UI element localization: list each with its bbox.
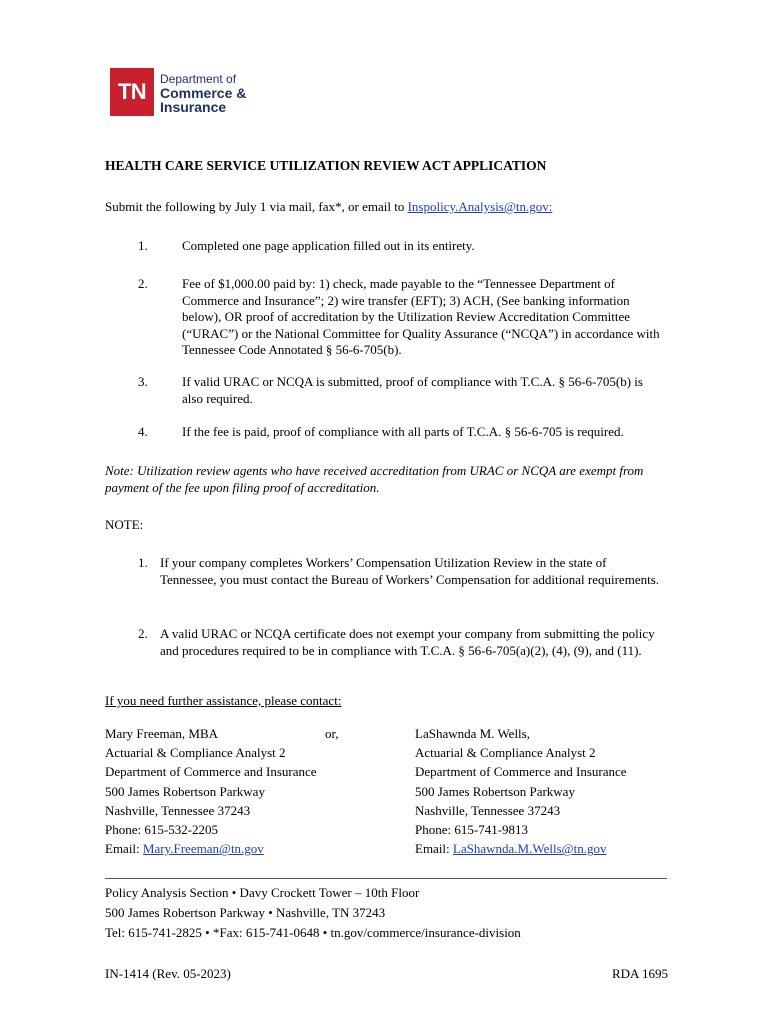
department-logo-text bbox=[160, 72, 246, 114]
contact-right-dept: Department of Commerce and Insurance bbox=[415, 764, 627, 780]
item-3-number: 3. bbox=[138, 374, 148, 389]
item-4-text: If the fee is paid, proof of compliance with all parts of T.C.A. § 56-6-705 is required. bbox=[182, 424, 624, 439]
contact-right-address: 500 James Robertson Parkway bbox=[415, 783, 575, 799]
mary-freeman-email-link[interactable]: Mary.Freeman@tn.gov bbox=[142, 841, 264, 857]
note-item-2-number: 2. bbox=[138, 626, 148, 641]
contact-right-phone: Phone: 615-741-9813 bbox=[415, 822, 529, 838]
item-3-text: If valid URAC or NCQA is submitted, proof of compliance with T.C.A. § 56-6-705(b) is also required. bbox=[182, 374, 643, 406]
assistance-heading: If you need further assistance, please contact: bbox=[105, 693, 342, 708]
contact-left-city: Nashville, Tennessee 37243 bbox=[105, 802, 251, 818]
item-1-number: 1. bbox=[138, 238, 148, 253]
note-item-1-text: If your company completes Workers’ Compensation Utilization Review in the state of Tennessee, you must contact the Bureau of Workers’ Compensation for additional requirements. bbox=[160, 555, 660, 587]
contact-left-title: Actuarial & Compliance Analyst 2 bbox=[105, 745, 286, 761]
footer-divider bbox=[105, 878, 667, 879]
item-1-text: Completed one page application filled out in its entirety. bbox=[182, 238, 475, 253]
contact-left-phone: Phone: 615-532-2205 bbox=[105, 822, 219, 838]
logo-line-3: Insurance bbox=[160, 99, 227, 115]
footer-line-1: Policy Analysis Section • Davy Crockett Tower – 10th Floor bbox=[105, 885, 420, 900]
contact-left-email-label: Email: bbox=[105, 841, 143, 857]
contact-left-address: 500 James Robertson Parkway bbox=[105, 783, 265, 799]
note-heading: NOTE: bbox=[105, 517, 144, 532]
contact-left-name: Mary Freeman, MBA bbox=[105, 726, 219, 741]
contact-right-email-row bbox=[415, 839, 627, 858]
contact-right-title: Actuarial & Compliance Analyst 2 bbox=[415, 745, 596, 761]
note-item-1-number: 1. bbox=[138, 555, 148, 570]
tn-logo-mark: TN bbox=[110, 68, 154, 116]
item-2-number: 2. bbox=[138, 276, 148, 291]
logo-line-2: Commerce & bbox=[160, 85, 247, 101]
form-number: IN-1414 (Rev. 05-2023) bbox=[105, 966, 231, 981]
contact-right-name: LaShawnda M. Wells, bbox=[415, 726, 530, 741]
contact-left bbox=[105, 724, 317, 858]
inspolicy-email-link[interactable]: Inspolicy.Analysis@tn.gov: bbox=[407, 199, 553, 214]
intro-paragraph bbox=[105, 199, 552, 215]
item-2-text: Fee of $1,000.00 paid by: 1) check, made payable to the “Tennessee Department of Commerce and Insurance”; 2) wire transfer (EFT); 3) ACH, (See banking information below), OR proof of accreditation by the Utilization Review Accreditation Committee (“URAC”) or the National Committee for Quality Assurance (“NCQA”) in accordance with Tennessee Code Annotated § 56-6-705(b). bbox=[182, 276, 660, 357]
footer-address bbox=[105, 883, 521, 942]
contact-left-dept: Department of Commerce and Insurance bbox=[105, 764, 317, 780]
contact-left-email-row bbox=[105, 839, 317, 858]
contact-right-email-label: Email: bbox=[415, 841, 453, 857]
logo-line-1: Department of bbox=[160, 72, 237, 86]
page-title: HEALTH CARE SERVICE UTILIZATION REVIEW ACT APPLICATION bbox=[105, 158, 547, 173]
footer-line-3: Tel: 615-741-2825 • *Fax: 615-741-0648 • tn.gov/commerce/insurance-division bbox=[105, 924, 521, 940]
item-4-number: 4. bbox=[138, 424, 148, 439]
contact-right bbox=[415, 724, 627, 858]
lashawnda-wells-email-link[interactable]: LaShawnda.M.Wells@tn.gov bbox=[452, 841, 607, 857]
or-separator: or, bbox=[325, 726, 339, 741]
intro-text: Submit the following by July 1 via mail, fax*, or email to bbox=[105, 199, 408, 214]
note-item-2-text: A valid URAC or NCQA certificate does not exempt your company from submitting the policy and procedures required to be in compliance with T.C.A. § 56-6-705(a)(2), (4), (9), and (11). bbox=[160, 626, 655, 658]
footer-line-2: 500 James Robertson Parkway • Nashville, TN 37243 bbox=[105, 904, 386, 920]
rda-number: RDA 1695 bbox=[612, 966, 668, 981]
contact-right-city: Nashville, Tennessee 37243 bbox=[415, 802, 561, 818]
accreditation-note: Note: Utilization review agents who have received accreditation from URAC or NCQA are exempt from payment of the fee upon filing proof of accreditation. bbox=[105, 463, 644, 495]
